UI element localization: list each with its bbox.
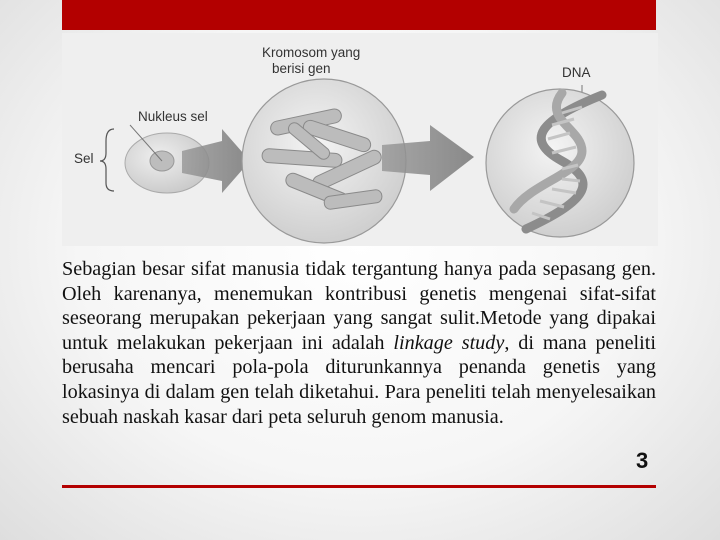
- body-text-part1: Sebagian besar sifat manusia tidak tergantung hanya pada sepasang gen. Oleh karenanya, menemukan kontribusi genetis mengenai sifat-sifat seseorang merupakan pekerjaan yang sangat sulit.Metode yang dipakai untuk melakukan pekerjaan ini adalah: [62, 258, 656, 354]
- body-paragraph: [62, 257, 656, 429]
- label-nucleus: Nukleus sel: [138, 109, 208, 124]
- figure-illustration: [62, 33, 658, 246]
- body-text-part2: , di mana peneliti berusaha mencari pola-pola diturunkannya penanda genetis yang lokasinya di dalam gen telah diketahui. Para peneliti telah menyelesaikan sebuah naskah kasar dari peta seluruh genom manusia.: [62, 331, 656, 428]
- body-text-italic: linkage study: [393, 331, 505, 354]
- footer-accent-rule: [62, 485, 656, 488]
- cell-chromosome-dna-figure: [62, 33, 658, 246]
- page-number: 3: [636, 448, 649, 473]
- label-cell: Sel: [74, 151, 94, 166]
- cell-bracket: [100, 129, 114, 191]
- label-dna: DNA: [562, 65, 591, 80]
- label-chromosome-line1: Kromosom yang: [262, 45, 361, 60]
- header-accent-bar: [62, 0, 656, 30]
- label-chromosome-line2: berisi gen: [272, 61, 331, 76]
